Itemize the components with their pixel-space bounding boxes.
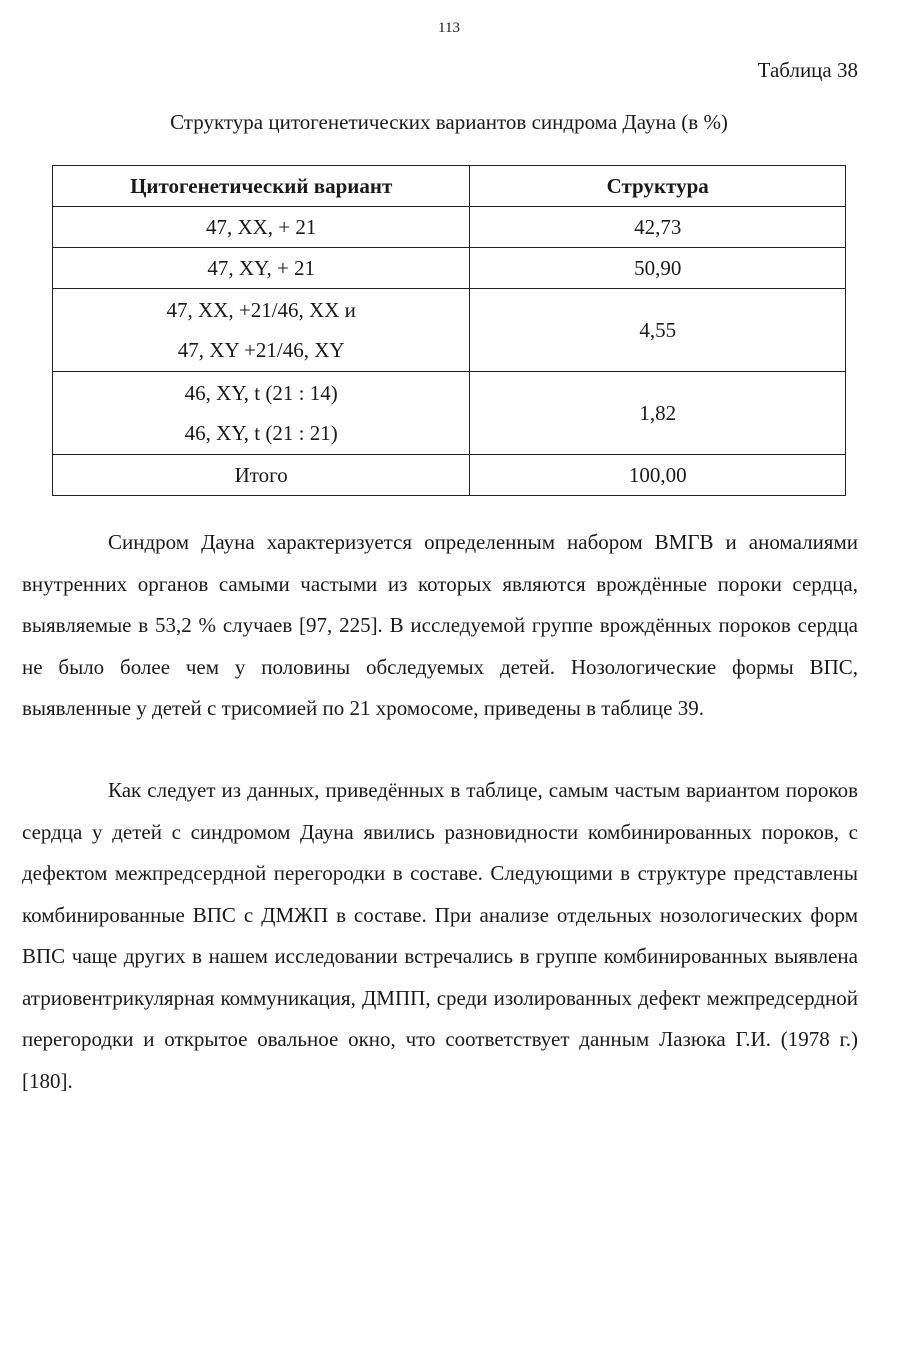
- variant-line: 46, XY, t (21 : 21): [184, 421, 338, 445]
- structure-cell: 1,82: [470, 372, 846, 455]
- table-row: [53, 289, 846, 372]
- variant-cell: [53, 372, 470, 455]
- page-number: 113: [438, 20, 460, 36]
- variant-cell: [53, 289, 470, 372]
- table-row: [53, 248, 846, 289]
- variant-cell: 47, XY, + 21: [53, 248, 470, 289]
- table-row: [53, 207, 846, 248]
- table-row: [53, 372, 846, 455]
- variant-line: 47, XX, +21/46, XX и: [166, 298, 356, 322]
- column-header-structure: Структура: [470, 166, 846, 207]
- table-total-row: [53, 455, 846, 496]
- variant-line: 47, XY +21/46, XY: [177, 338, 345, 362]
- table-header-row: [53, 166, 846, 207]
- table-label: Таблица 38: [757, 58, 858, 82]
- body-paragraph: Синдром Дауна характеризуется определенным набором ВМГВ и аномалиями внутренних органов самыми частыми из которых являются врождённые пороки сердца, выявляемые в 53,2 % случаев [97, 225]. В исследуемой группе врождённых пороков сердца не было более чем у половины обследуемых детей. Нозологические формы ВПС, выявленные у детей с трисомией по 21 хромосоме, приведены в таблице 39.: [22, 530, 858, 720]
- column-header-variant: Цитогенетический вариант: [53, 166, 470, 207]
- variant-cell: 47, XX, + 21: [53, 207, 470, 248]
- structure-cell: 42,73: [470, 207, 846, 248]
- table-caption: Структура цитогенетических вариантов синдрома Дауна (в %): [170, 110, 728, 134]
- cytogenetic-table: [52, 165, 846, 496]
- total-label-cell: Итого: [53, 455, 470, 496]
- body-paragraph: Как следует из данных, приведённых в таблице, самым частым вариантом пороков сердца у детей с синдромом Дауна явились разновидности комбинированных пороков, с дефектом межпредсердной перегородки в составе. Следующими в структуре представлены комбинированные ВПС с ДМЖП в составе. При анализе отдельных нозологических форм ВПС чаще других в нашем исследовании встречались в группе комбинированных выявлена атриовентрикулярная коммуникация, ДМПП, среди изолированных дефект межпредсердной перегородки и открытое овальное окно, что соответствует данным Лазюка Г.И. (1978 г.) [180].: [22, 778, 858, 1093]
- structure-cell: 50,90: [470, 248, 846, 289]
- structure-cell: 4,55: [470, 289, 846, 372]
- variant-line: 46, XY, t (21 : 14): [184, 381, 338, 405]
- total-value-cell: 100,00: [470, 455, 846, 496]
